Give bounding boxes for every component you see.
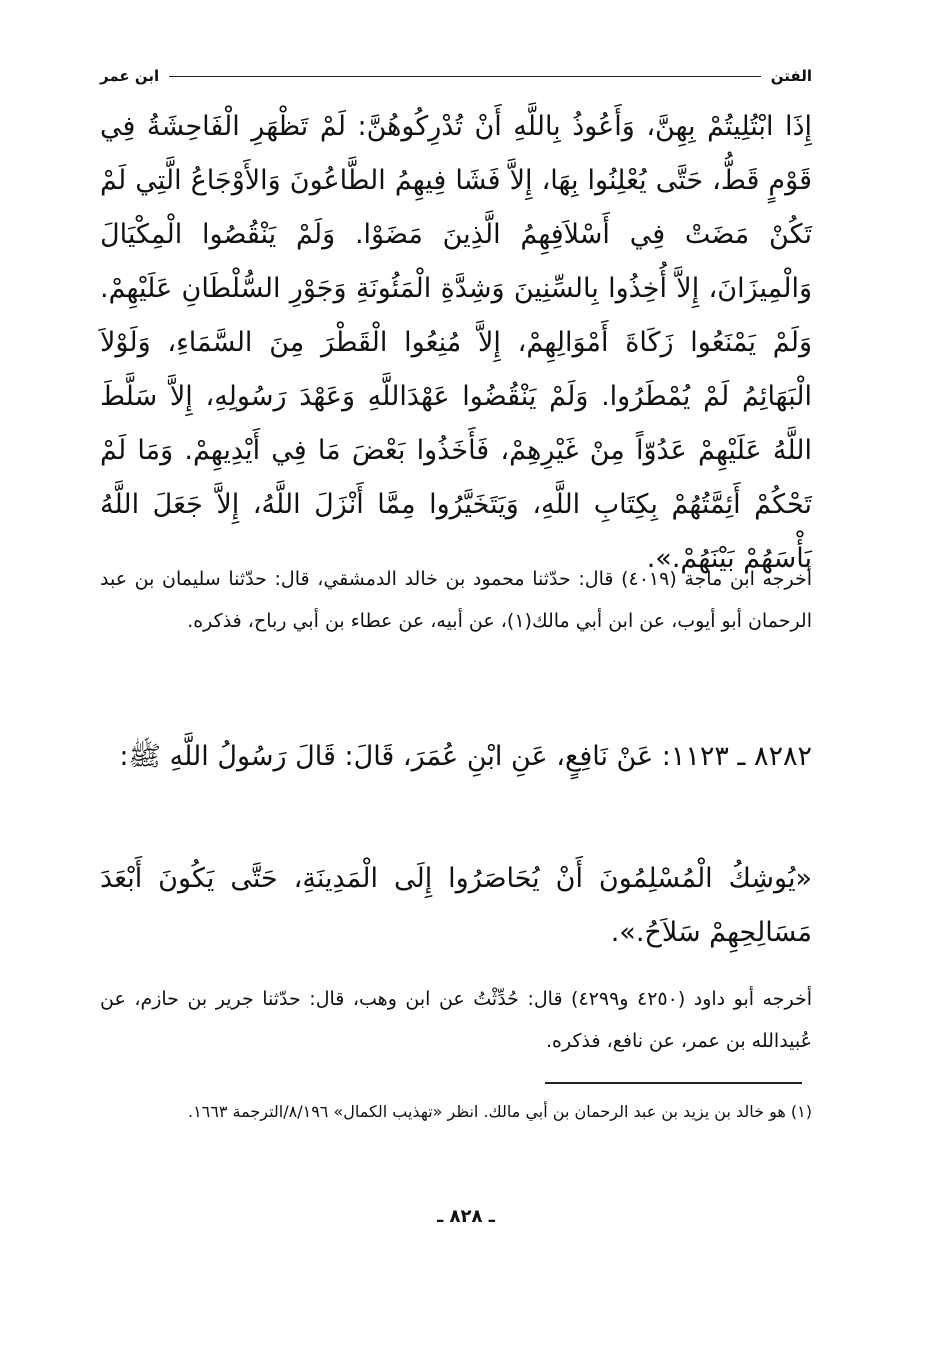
- header-section-title: ابن عمر: [100, 67, 160, 85]
- footnote-separator: [545, 1082, 802, 1084]
- hadith-text: «يُوشِكُ الْمُسْلِمُونَ أَنْ يُحَاصَرُوا إِلَى الْمَدِينَةِ، حَتَّى يَكُونَ أَبْعَدَ مَسَالِحِهِمْ سَلاَحُ.».: [100, 863, 812, 948]
- running-header: [100, 62, 812, 90]
- header-chapter-title: الفتن: [770, 67, 812, 85]
- header-rule: [169, 76, 761, 77]
- footnote: (١) هو خالد بن يزيد بن عبد الرحمان بن أبي مالك. انظر «تهذيب الكمال» ٨/١٩٦/الترجمة ١٦٦٣.: [187, 1102, 812, 1121]
- hadith-takhrij: أخرجه ابن ماجة (٤٠١٩) قال: حدّثنا محمود بن خالد الدمشقي، قال: حدّثنا سليمان بن عبد الرحمان أبو أيوب، عن ابن أبي مالك(١)، عن أبيه، عن عطاء بن أبي رباح، فذكره.: [100, 568, 812, 632]
- hadith-takhrij: أخرجه أبو داود (٤٢٥٠ و٤٢٩٩) قال: حُدِّثْتُ عن ابن وهب، قال: حدّثنا جرير بن حازم، عن عُبيدالله بن عمر، عن نافع، فذكره.: [100, 988, 813, 1052]
- hadith-number-and-isnad: ٨٢٨٢ ـ ١١٢٣: عَنْ نَافِعٍ، عَنِ ابْنِ عُمَرَ، قَالَ: قَالَ رَسُولُ اللَّهِ ﷺ:: [119, 741, 812, 772]
- hadith-text: إِذَا ابْتُلِيتُمْ بِهِنَّ، وَأَعُوذُ بِاللَّهِ أَنْ تُدْرِكُوهُنَّ: لَمْ تَظْهَرِ الْفَاحِشَةُ فِي قَوْمٍ قَطُّ، حَتَّى يُعْلِنُوا بِهَا، إِلاَّ فَشَا فِيهِمُ الطَّاعُونَ وَالأَوْجَاعُ الَّتِي لَمْ تَكُنْ مَضَتْ فِي أَسْلاَفِهِمُ الَّذِينَ مَضَوْا. وَلَمْ يَنْقُصُوا الْمِكْيَالَ وَالْمِيزَانَ، إِلاَّ أُخِذُوا بِالسِّنِينَ وَشِدَّةِ الْمَئُونَةِ وَجَوْرِ السُّلْطَانِ عَلَيْهِمْ. وَلَمْ يَمْنَعُوا زَكَاةَ أَمْوَالِهِمْ، إِلاَّ مُنِعُوا الْقَطْرَ مِنَ السَّمَاءِ، وَلَوْلاَ الْبَهَائِمُ لَمْ يُمْطَرُوا. وَلَمْ يَنْقُضُوا عَهْدَاللَّهِ وَعَهْدَ رَسُولِهِ، إِلاَّ سَلَّطَ اللَّهُ عَلَيْهِمْ عَدُوّاً مِنْ غَيْرِهِمْ، فَأَخَذُوا بَعْضَ مَا فِي أَيْدِيهِمْ. وَمَا لَمْ تَحْكُمْ أَئِمَّتُهُمْ بِكِتَابِ اللَّهِ، وَيَتَخَيَّرُوا مِمَّا أَنْزَلَ اللَّهُ، إِلاَّ جَعَلَ اللَّهُ بَأْسَهُمْ بَيْنَهُمْ.».: [100, 111, 812, 574]
- page-number: ـ ٨٢٨ ـ: [437, 1206, 495, 1227]
